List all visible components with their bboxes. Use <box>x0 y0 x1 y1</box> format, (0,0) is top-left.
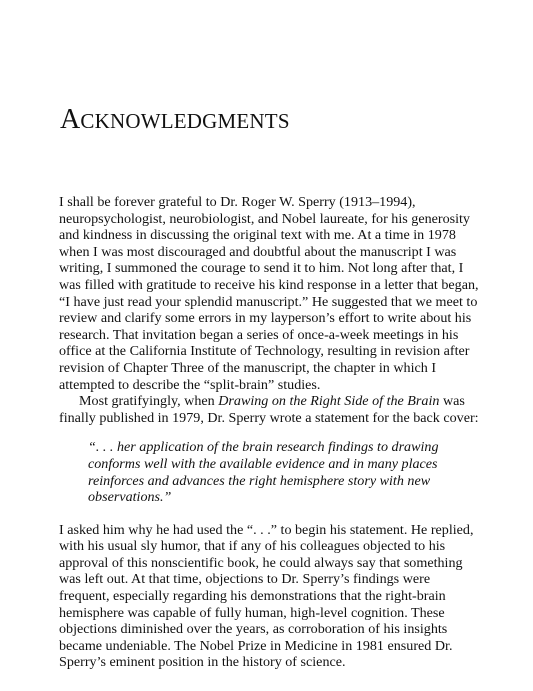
paragraph-publication <box>59 393 479 426</box>
chapter-title <box>60 103 290 138</box>
chapter-title-initial: A <box>60 104 81 135</box>
paragraph-publication-start: Most gratifyingly, when <box>79 393 219 410</box>
block-quote: “. . . her application of the brain research findings to drawing conforms well with the available evidence and in many places reinforces and advances the right hemisphere story with new observations.” <box>88 439 439 506</box>
book-title: Drawing on the Right Side of the Brain <box>218 393 440 410</box>
spacer <box>59 426 479 439</box>
body-text <box>59 194 479 671</box>
paragraph-publication-end: was finally published in 1979, Dr. Sperry wrote a statement for the back cover: <box>59 393 479 426</box>
chapter-title-rest: CKNOWLEDGMENTS <box>80 109 290 133</box>
spacer <box>59 506 479 522</box>
paragraph-sperry-intro: I shall be forever grateful to Dr. Roger W. Sperry (1913–1994), neuropsychologist, neurobiologist, and Nobel laureate, for his generosity and kindness in discussing the original text with me. At a time in 1978 when I was most discouraged and doubtful about the manuscript I was writing, I summoned the courage to send it to him. Not long after that, I was filled with gratitude to receive his kind response in a letter that began, “I have just read your splendid manuscript.” He suggested that we meet to review and clarify some errors in my layperson’s effort to write about his research. That invitation began a series of once-a-week meetings in his office at the California Institute of Technology, resulting in revision after revision of Chapter Three of the manuscript, the chapter in which I attempted to describe the “split-brain” studies. <box>59 194 479 393</box>
paragraph-ellipsis-story: I asked him why he had used the “. . .” to begin his statement. He replied, with his usual sly humor, that if any of his colleagues objected to his approval of this nonscientific book, he could always say that something was left out. At that time, objections to Dr. Sperry’s findings were frequent, especially regarding his demonstrations that the right-brain hemisphere was capable of fully human, high-level cognition. These objections diminished over the years, as corroboration of his insights became undeniable. The Nobel Prize in Medicine in 1981 ensured Dr. Sperry’s eminent position in the history of science. <box>59 521 474 671</box>
